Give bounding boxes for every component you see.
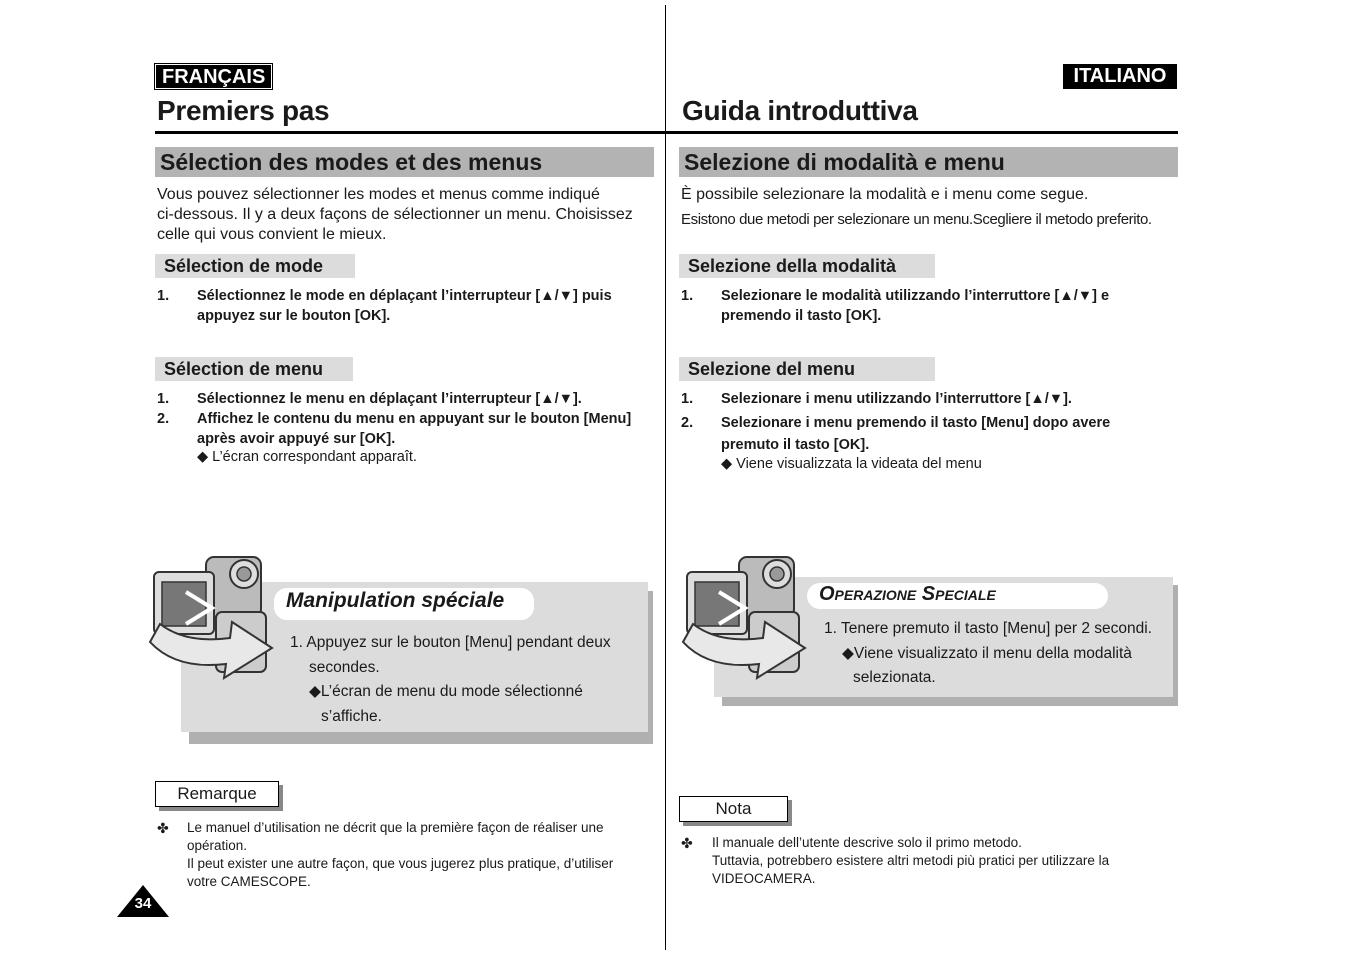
camcorder-illustration-left [146,552,276,682]
note-line: opération. [187,838,248,853]
mode-title-italian: Selezione della modalità [679,254,935,278]
intro-italian-1: È possibile selezionare la modalità e i menu come segue. [681,186,1089,203]
intro-line: Vous pouvez sélectionner les modes et menus comme indiqué [157,186,600,203]
step-line: Sélectionnez le mode en déplaçant l’interrupteur [▲/▼] puis [197,288,612,304]
note-bullet-icon: ✤ [681,835,693,851]
menu-title-french: Sélection de menu [155,357,353,381]
note-label-italian: Nota [679,796,788,822]
note-text-italian [712,834,1109,888]
center-divider [665,5,666,950]
special-text-italian [824,617,1152,691]
menu-note-french: ◆ L’écran correspondant apparaît. [197,449,417,465]
special-line: 1. Tenere premuto il tasto [Menu] per 2 secondi. [824,620,1152,637]
step-line: après avoir appuyé sur [OK]. [197,430,396,447]
intro-line: celle qui vous convient le mieux. [157,226,387,243]
special-line: 1. Appuyez sur le bouton [Menu] pendant deux [290,634,611,651]
menu-title-italian: Selezione del menu [679,357,935,381]
step-number: 2. [681,415,694,431]
note-label-french: Remarque [155,781,279,807]
note-line: VIDEOCAMERA. [712,871,816,886]
step-line: Sélectionnez le menu en déplaçant l’interrupteur [▲/▼]. [197,391,582,407]
special-title-italian: Operazione Speciale [819,583,996,605]
step-line: Selezionare i menu premendo il tasto [Menu] dopo avere [721,415,1111,431]
page-title-french: Premiers pas [157,95,330,126]
note-line: Le manuel d’utilisation ne décrit que la première façon de réaliser une [187,820,604,835]
step-number: 1. [157,288,170,304]
intro-italian-2: Esistono due metodi per selezionare un menu.Scegliere il metodo preferito. [681,211,1152,228]
section-title-italian: Selezione di modalità e menu [679,147,1178,177]
special-text-french [290,631,611,729]
menu-note-italian: ◆ Viene visualizzata la videata del menu [721,456,982,472]
step-number: 2. [157,411,170,427]
note-bullet-icon: ✤ [157,820,169,836]
language-tag-french: FRANÇAIS [155,64,272,89]
step-line: premuto il tasto [OK]. [721,437,870,453]
special-line: ◆Viene visualizzato il menu della modalità [842,644,1132,662]
step-line: premendo il tasto [OK]. [721,307,882,324]
step-line: Selezionare le modalità utilizzando l’interruttore [▲/▼] e [721,288,1110,304]
note-text-french [187,819,613,891]
step-line: appuyez sur le bouton [OK]. [197,307,391,324]
page-number: 34 [134,895,152,912]
note-line: Il manuale dell’utente descrive solo il primo metodo. [712,835,1022,850]
step-number: 1. [681,288,694,304]
step-line: Affichez le contenu du menu en appuyant sur le bouton [Menu] [197,411,632,427]
step-number: 1. [681,391,694,407]
intro-french [157,185,633,245]
special-line: secondes. [309,658,380,676]
camcorder-illustration-right [679,552,809,682]
note-line: Il peut exister une autre façon, que vous jugerez plus pratique, d’utiliser [187,856,614,871]
special-title-french: Manipulation spéciale [286,589,505,612]
title-rule-right [666,131,1178,134]
mode-title-french: Sélection de mode [155,254,355,278]
step-number: 1. [157,391,170,407]
language-tag-italian: ITALIANO [1063,64,1177,89]
special-line: ◆L’écran de menu du mode sélectionné [309,683,583,700]
special-line: selezionata. [853,669,936,686]
intro-line: ci-dessous. Il y a deux façons de sélectionner un menu. Choisissez [157,206,633,223]
page-title-italian: Guida introduttiva [682,95,918,126]
note-line: Tuttavia, potrebbero esistere altri metodi più pratici per utilizzare la [712,853,1110,868]
title-rule-left [155,131,666,134]
section-title-french: Sélection des modes et des menus [155,147,654,177]
note-line: votre CAMESCOPE. [187,874,311,889]
step-line: Selezionare i menu utilizzando l’interruttore [▲/▼]. [721,391,1072,407]
special-line: s’affiche. [321,707,382,725]
